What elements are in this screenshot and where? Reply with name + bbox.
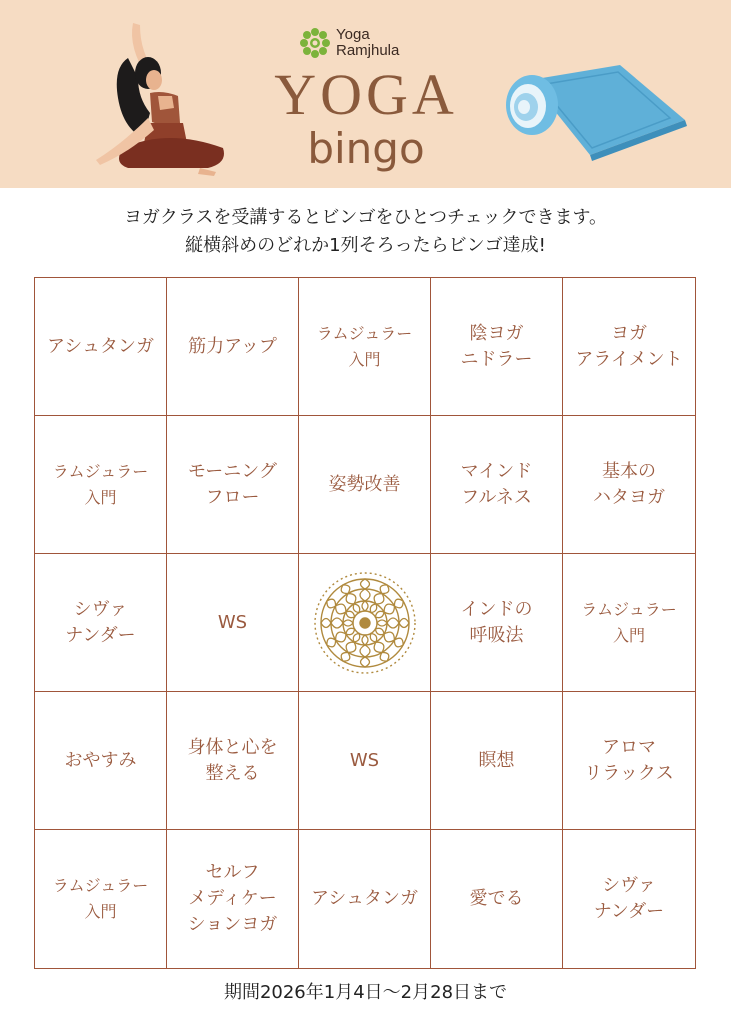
brand-name-line1: Yoga xyxy=(336,26,370,43)
bingo-cell: 陰ヨガ ニドラー xyxy=(431,278,563,416)
bingo-cell: インドの 呼吸法 xyxy=(431,554,563,692)
instructions-line1: ヨガクラスを受講するとビンゴをひとつチェックできます。 xyxy=(123,207,608,228)
page-title: YOGA xyxy=(274,62,458,127)
bingo-cell: モーニング フロー xyxy=(167,416,299,554)
bingo-board xyxy=(34,277,696,969)
bingo-cell: マインド フルネス xyxy=(431,416,563,554)
flower-logo-icon xyxy=(298,26,332,60)
bingo-cell: おやすみ xyxy=(35,692,167,830)
bingo-cell: 基本の ハタヨガ xyxy=(563,416,695,554)
bingo-cell: アロマ リラックス xyxy=(563,692,695,830)
yoga-woman-illustration xyxy=(88,18,238,178)
bingo-cell: WS xyxy=(167,554,299,692)
bingo-cell: ラムジュラー 入門 xyxy=(35,416,167,554)
bingo-cell: 瞑想 xyxy=(431,692,563,830)
bingo-cell: シヴァ ナンダー xyxy=(593,875,665,922)
bingo-cell: 愛でる xyxy=(431,830,563,968)
bingo-cell: ラムジュラー 入門 xyxy=(299,278,431,416)
bingo-cell: 身体と心を 整える xyxy=(167,692,299,830)
bingo-cell: ヨガ アライメント xyxy=(563,278,695,416)
campaign-period: 期間2026年1月4日〜2月28日まで xyxy=(223,982,508,1003)
mandala-icon xyxy=(311,569,419,677)
bingo-cell: セルフ メディケー ションヨガ xyxy=(167,830,299,968)
bingo-cell: WS xyxy=(299,692,431,830)
instructions xyxy=(0,204,731,260)
bingo-cell: 姿勢改善 xyxy=(299,416,431,554)
bingo-cell: ラムジュラー 入門 xyxy=(35,830,167,968)
bingo-free-cell xyxy=(299,554,431,692)
bingo-cell: シヴァ ナンダー xyxy=(35,554,167,692)
bingo-cell: アシュタンガ xyxy=(35,278,167,416)
bingo-cell: アシュタンガ xyxy=(299,830,431,968)
bingo-cell: 筋力アップ xyxy=(167,278,299,416)
page-subtitle: bingo xyxy=(307,124,425,173)
instructions-line2: 縦横斜めのどれか1列そろったらビンゴ達成! xyxy=(185,235,546,256)
rolled-yoga-mat-illustration xyxy=(500,60,690,170)
brand-logo xyxy=(298,24,438,64)
brand-name-line2: Ramjhula xyxy=(336,42,400,59)
header-banner xyxy=(0,0,731,188)
bingo-cell: ラムジュラー 入門 xyxy=(563,554,695,692)
